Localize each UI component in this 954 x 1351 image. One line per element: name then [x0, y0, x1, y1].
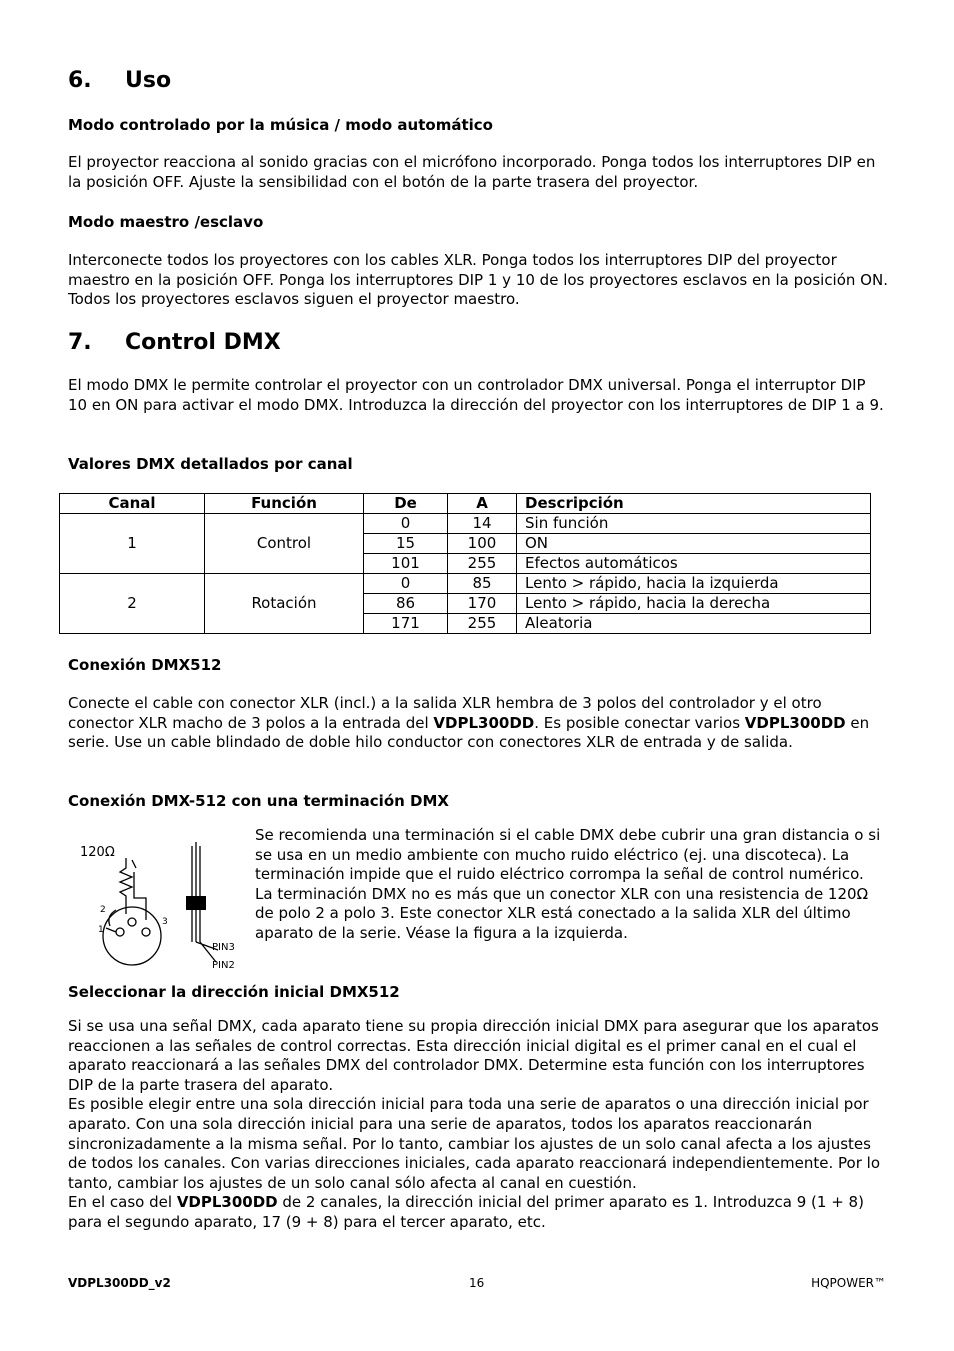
footer-doc-id: VDPL300DD_v2: [68, 1276, 171, 1290]
function-cell: Control: [205, 514, 364, 574]
to-cell: 255: [448, 614, 517, 634]
section-7-number: 7.: [68, 330, 92, 355]
plug-shield-band: [186, 896, 206, 910]
function-cell: Rotación: [205, 574, 364, 634]
table-row: [60, 514, 871, 534]
model-name: VDPL300DD: [176, 1193, 278, 1212]
xlr-connector-body: [103, 907, 161, 965]
termination-heading: Conexión DMX-512 con una terminación DMX: [68, 792, 449, 810]
header-canal: Canal: [60, 494, 205, 514]
dmx512-connection-text: [68, 694, 888, 753]
from-cell: 0: [364, 574, 448, 594]
pin-label-3: 3: [162, 917, 168, 927]
start-address-paragraph-3: [68, 1193, 888, 1232]
resistor-label: 120Ω: [80, 845, 115, 860]
pin2-label: PIN2: [212, 960, 235, 971]
from-cell: 0: [364, 514, 448, 534]
description-cell: Sin función: [517, 514, 871, 534]
to-cell: 100: [448, 534, 517, 554]
channel-cell: 1: [60, 514, 205, 574]
header-funcion: Función: [205, 494, 364, 514]
from-cell: 101: [364, 554, 448, 574]
music-mode-text: El proyector reacciona al sonido gracias con el micrófono incorporado. Ponga todos los interruptores DIP en la posición OFF. Ajuste la sensibilidad con el botón de la parte trasera del proyector.: [68, 153, 876, 191]
model-name: VDPL300DD: [744, 713, 846, 732]
start-address-text: [68, 1017, 888, 1233]
connection-text-part1: Conecte el cable con conector XLR (incl.) a la salida XLR hembra de 3 polos del controlador y el otro conector XLR macho de 3 polos a la entrada del: [68, 694, 822, 732]
dmx512-connection-heading: Conexión DMX512: [68, 656, 222, 674]
description-cell: Efectos automáticos: [517, 554, 871, 574]
pin-arrow-1: [106, 928, 116, 932]
resistor-arrow: [132, 860, 136, 868]
paragraph-3-part2: de 2 canales, la dirección inicial del primer aparato es 1. Introduzca 9 (1 + 8) para el segundo aparato, 17 (9 + 8) para el tercer aparato, etc.: [68, 1193, 864, 1231]
termination-text: Se recomienda una terminación si el cable DMX debe cubrir una gran distancia o si se usa en un medio ambiente con mucho ruido eléctrico (ej. una discoteca). La terminación impide que el ruido eléctrico corrompa la señal de control numérico. La terminación DMX no es más que un conector XLR con una resistencia de 120Ω de polo 2 a polo 3. Este conector XLR está conectado a la salida XLR del último aparato de la serie. Véase la figura a la izquierda.: [255, 826, 881, 942]
table-header-row: [60, 494, 871, 514]
connection-text-part2: . Es posible conectar varios: [534, 713, 745, 732]
section-7-heading: [68, 330, 281, 355]
table-row: [60, 574, 871, 594]
to-cell: 170: [448, 594, 517, 614]
description-cell: Lento > rápido, hacia la izquierda: [517, 574, 871, 594]
xlr-pin-2: [128, 918, 136, 926]
header-descripcion: Descripción: [517, 494, 871, 514]
description-cell: ON: [517, 534, 871, 554]
footer-brand: HQPOWER™: [811, 1276, 886, 1290]
section-6-number: 6.: [68, 68, 92, 93]
dmx-channel-table: [59, 493, 871, 634]
xlr-pin-1: [116, 928, 124, 936]
header-de: De: [364, 494, 448, 514]
description-cell: Aleatoria: [517, 614, 871, 634]
resistor-wire: [134, 872, 146, 920]
xlr-termination-figure: [76, 832, 246, 972]
to-cell: 255: [448, 554, 517, 574]
from-cell: 171: [364, 614, 448, 634]
from-cell: 86: [364, 594, 448, 614]
paragraph-3-part1: En el caso del: [68, 1193, 177, 1212]
pin3-label: PIN3: [212, 942, 235, 953]
description-cell: Lento > rápido, hacia la derecha: [517, 594, 871, 614]
music-mode-heading: Modo controlado por la música / modo automático: [68, 116, 493, 134]
master-mode-text: Interconecte todos los proyectores con los cables XLR. Ponga todos los interruptores DIP del proyector maestro en la posición OFF. Ponga los interruptores DIP 1 y 10 de los proyectores esclavos en la posición ON. Todos los proyectores esclavos siguen el proyector maestro.: [68, 251, 888, 309]
start-address-paragraph-2: Es posible elegir entre una sola dirección inicial para toda una serie de aparatos o una dirección inicial por aparato. Con una sola dirección inicial para una serie de aparatos, todos los aparatos reaccionarán sincronizadamente a la misma señal. Por lo tanto, cambiar los ajustes de un solo canal afecta a los ajustes de todos los canales. Con varias direcciones iniciales, cada aparato reaccionará independientemente. Por lo tanto, cambiar los ajustes de un solo canal sólo afecta al canal en cuestión.: [68, 1095, 880, 1192]
start-address-heading: Seleccionar la dirección inicial DMX512: [68, 983, 400, 1001]
model-name: VDPL300DD: [433, 713, 535, 732]
master-mode-heading: Modo maestro /esclavo: [68, 213, 264, 231]
to-cell: 85: [448, 574, 517, 594]
from-cell: 15: [364, 534, 448, 554]
section-6-title: Uso: [125, 68, 172, 93]
plug-pins: [192, 842, 200, 942]
footer-page-number: 16: [469, 1276, 485, 1290]
pin-label-1: 1: [98, 925, 104, 935]
section-6-heading: [68, 68, 171, 93]
to-cell: 14: [448, 514, 517, 534]
xlr-pin-3: [142, 928, 150, 936]
connection-text-part3: en serie. Use un cable blindado de doble hilo conductor con conectores XLR de entrada y de salida.: [68, 713, 870, 752]
dmx-intro-text: El modo DMX le permite controlar el proyector con un controlador DMX universal. Ponga el interruptor DIP 10 en ON para activar el modo DMX. Introduzca la dirección del proyector con los interruptores de DIP 1 a 9.: [68, 376, 884, 414]
dmx-table-heading: Valores DMX detallados por canal: [68, 455, 353, 473]
section-7-title: Control DMX: [125, 330, 281, 355]
header-a: A: [448, 494, 517, 514]
pin-label-2: 2: [100, 905, 106, 915]
channel-cell: 2: [60, 574, 205, 634]
start-address-paragraph-1: Si se usa una señal DMX, cada aparato tiene su propia dirección inicial DMX para asegurar que los aparatos reaccionen a las señales de control correctas. Esta dirección inicial digital es el primer canal en el cual el aparato reaccionará a las señales DMX del controlador DMX. Determine esta función con los interruptores DIP de la parte trasera del aparato.: [68, 1017, 879, 1094]
resistor-zigzag: [120, 858, 132, 914]
